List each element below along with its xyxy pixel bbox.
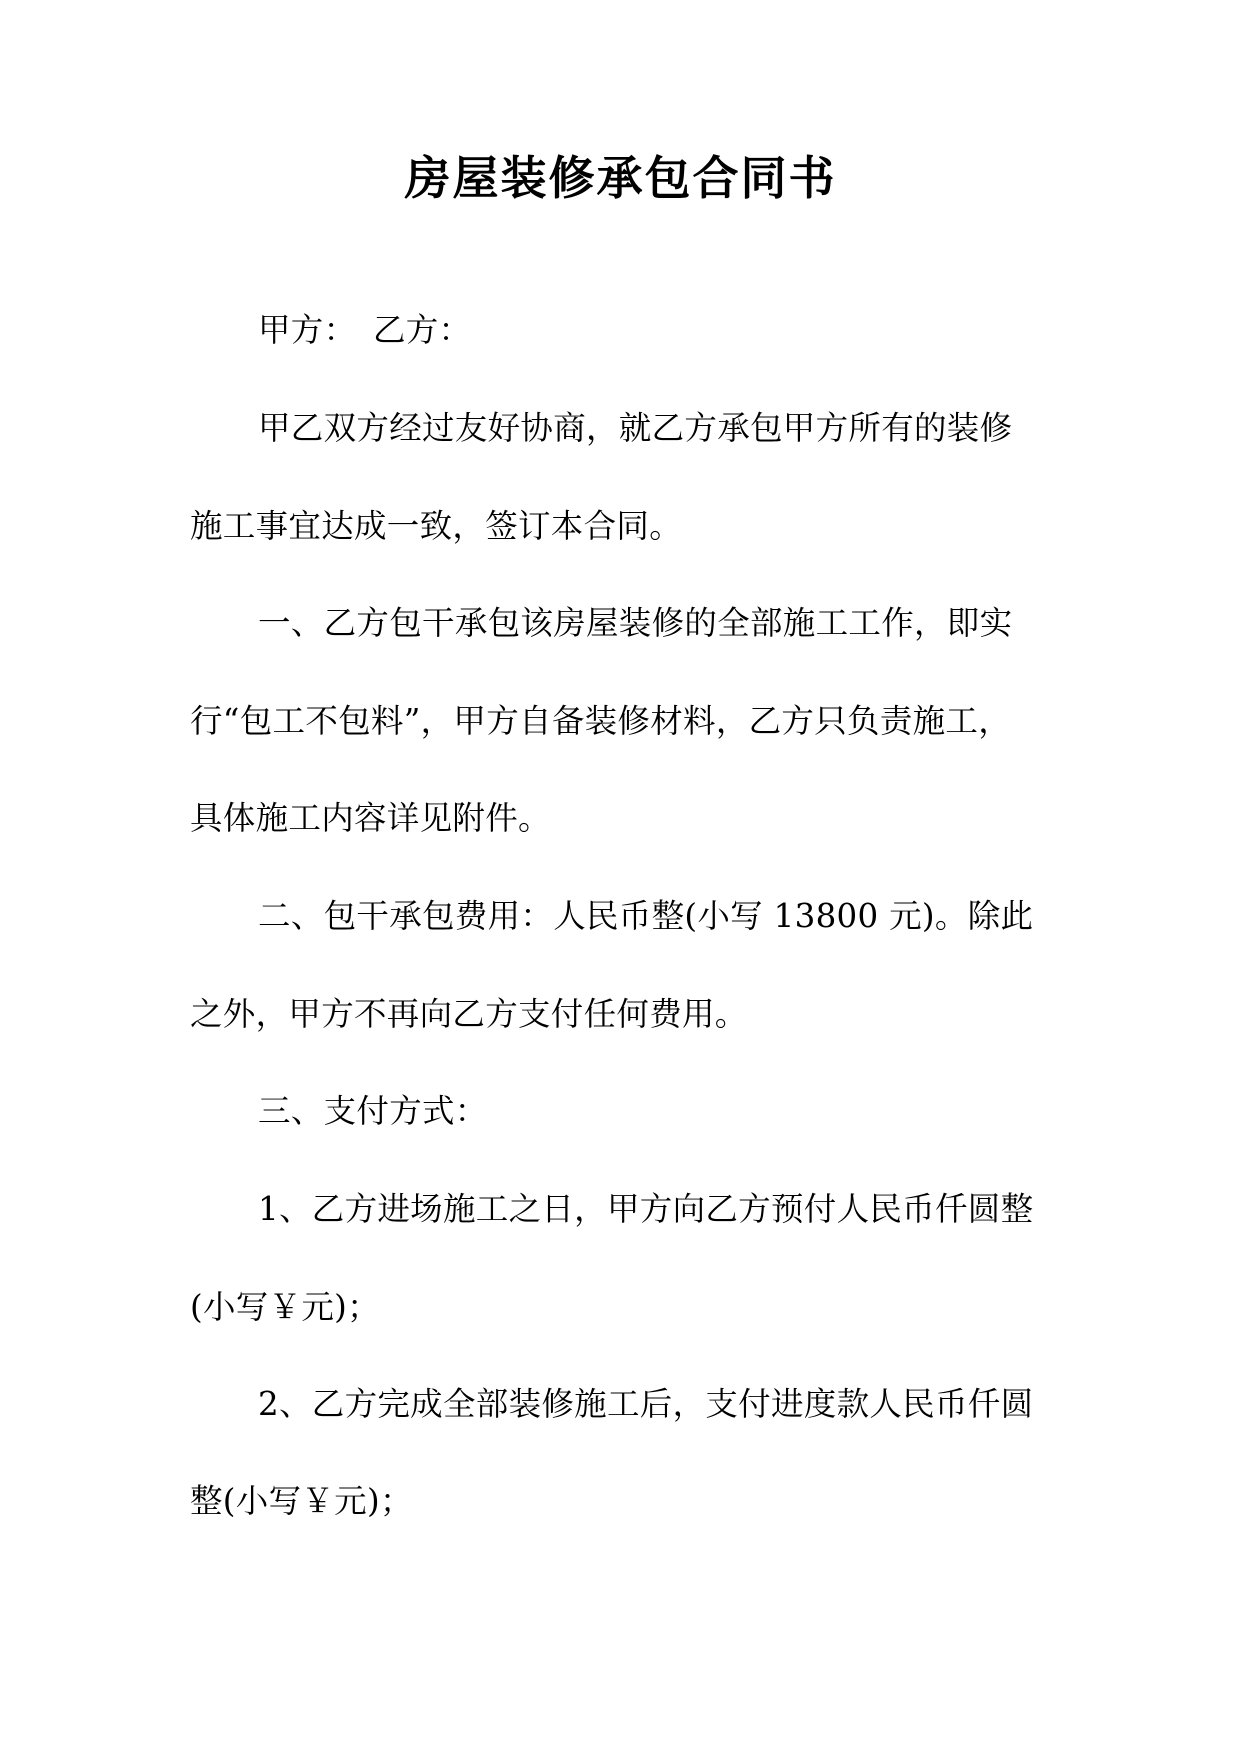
payment-item-2-line-2: 整(小写￥元)； (190, 1482, 413, 1520)
document-title: 房屋装修承包合同书 (404, 151, 837, 205)
intro-line-2: 施工事宜达成一致，签订本合同。 (190, 507, 683, 545)
clause-2-line-2: 之外，甲方不再向乙方支付任何费用。 (190, 995, 748, 1033)
payment-item-2-line-1: 2、乙方完成全部装修施工后，支付进度款人民币仟圆 (258, 1385, 1034, 1423)
payment-item-1-line-1: 1、乙方进场施工之日，甲方向乙方预付人民币仟圆整 (258, 1190, 1034, 1228)
payment-item-1-line-2: (小写￥元)； (190, 1288, 380, 1326)
clause-1-line-3: 具体施工内容详见附件。 (190, 799, 551, 837)
clause-1-line-2: 行“包工不包料”，甲方自备装修材料，乙方只负责施工， (190, 702, 1012, 740)
clause-1-line-1: 一、乙方包干承包该房屋装修的全部施工工作，即实 (258, 604, 1013, 642)
parties-line: 甲方： 乙方： (258, 311, 472, 349)
intro-line-1: 甲乙双方经过友好协商，就乙方承包甲方所有的装修 (258, 409, 1013, 447)
clause-3-heading: 三、支付方式： (258, 1092, 488, 1130)
clause-2-line-1: 二、包干承包费用：人民币整(小写 13800 元)。除此 (258, 897, 1034, 935)
